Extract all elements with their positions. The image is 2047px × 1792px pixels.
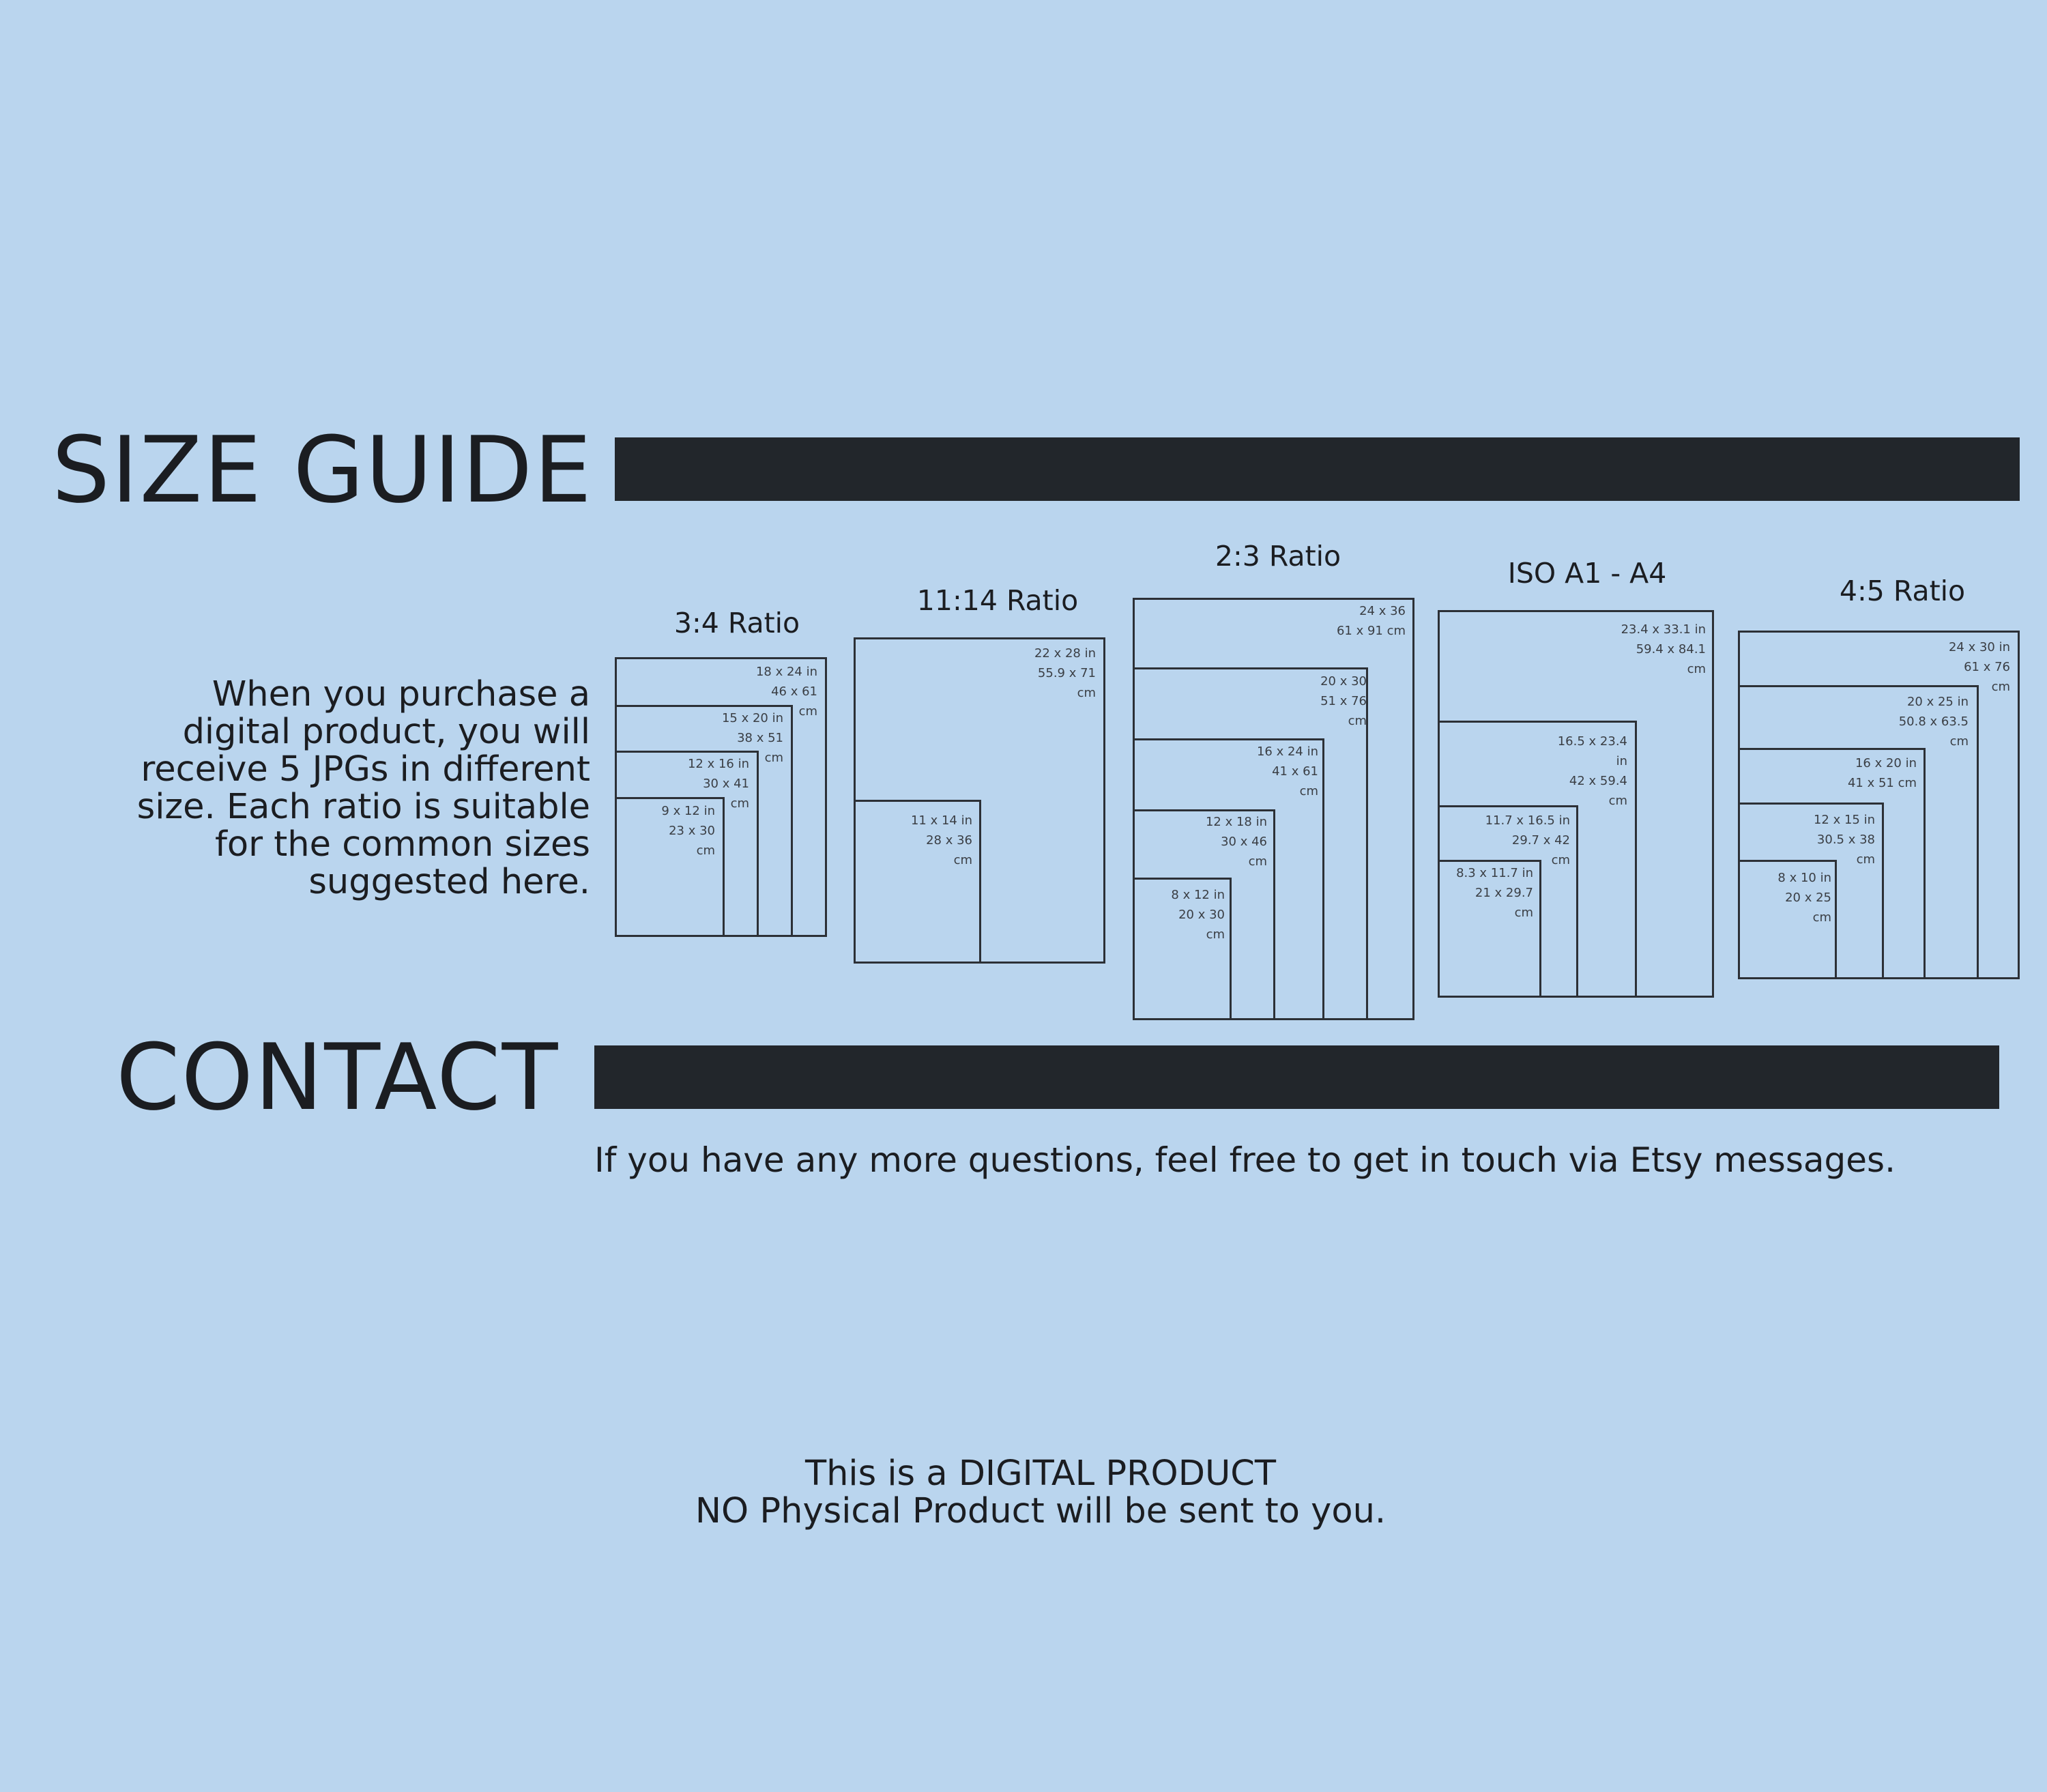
- size-cm: 51 x 76 cm: [1320, 694, 1367, 728]
- size-cm: 20 x 25 cm: [1785, 891, 1831, 925]
- size-cm: 41 x 51 cm: [1847, 776, 1917, 790]
- size-label: [1569, 620, 1706, 679]
- size-label: [1134, 885, 1225, 944]
- size-cm: 28 x 36 cm: [926, 833, 972, 867]
- ratio-title: 2:3 Ratio: [1215, 540, 1341, 573]
- size-label: [618, 801, 715, 861]
- size-in: 9 x 12 in: [661, 804, 715, 818]
- size-in: 22 x 28 in: [1034, 646, 1096, 661]
- contact-text: If you have any more questions, feel free to get in touch via Etsy messages.: [594, 1140, 1896, 1180]
- size-label: [1801, 753, 1917, 793]
- size-label: [1460, 811, 1570, 870]
- size-cm: 30 x 46 cm: [1221, 835, 1267, 869]
- size-cm: 55.9 x 71 cm: [1037, 666, 1096, 700]
- ratio-title: 11:14 Ratio: [916, 584, 1079, 617]
- size-guide-bar: [615, 437, 2020, 501]
- contact-bar: [594, 1045, 1999, 1109]
- size-cm: 59.4 x 84.1 cm: [1636, 642, 1706, 676]
- size-label: [1842, 692, 1969, 751]
- size-label: [867, 811, 972, 870]
- size-in: 15 x 20 in: [721, 711, 783, 725]
- size-in: 8 x 10 in: [1777, 871, 1831, 885]
- ratio-title: 3:4 Ratio: [673, 607, 800, 639]
- size-in: 12 x 16 in: [687, 757, 749, 771]
- size-cm: 23 x 30 cm: [669, 824, 715, 858]
- size-label: [1911, 637, 2010, 697]
- size-label: [1215, 742, 1318, 801]
- size-in: 20 x 25 in: [1906, 695, 1969, 709]
- size-in: 16 x 20 in: [1855, 756, 1917, 770]
- size-cm: 30 x 41 cm: [703, 777, 749, 811]
- size-label: [1515, 732, 1627, 811]
- size-label: [1747, 868, 1831, 927]
- size-label: [1269, 671, 1367, 731]
- size-cm: 20 x 30 cm: [1178, 908, 1225, 942]
- digital-notice-line-1: This is a DIGITAL PRODUCT: [804, 1454, 1277, 1494]
- size-cm: 61 x 91 cm: [1336, 624, 1406, 638]
- size-label: [1444, 863, 1533, 923]
- size-in: 12 x 18 in: [1205, 815, 1267, 829]
- size-label: [1283, 601, 1406, 641]
- size-in: 24 x 36: [1359, 604, 1406, 618]
- size-in: 11 x 14 in: [910, 813, 972, 828]
- size-in: 18 x 24 in: [755, 665, 817, 679]
- size-in: 11.7 x 16.5 in: [1485, 813, 1570, 828]
- size-cm: 29.7 x 42 cm: [1511, 833, 1570, 867]
- size-cm: 50.8 x 63.5 cm: [1898, 714, 1969, 749]
- size-guide-title: SIZE GUIDE: [52, 417, 593, 523]
- size-label: [955, 644, 1096, 703]
- digital-notice-line-2: NO Physical Product will be sent to you.: [695, 1491, 1387, 1531]
- size-cm: 38 x 51 cm: [737, 731, 783, 765]
- size-label: [1160, 812, 1267, 871]
- size-in: 24 x 30 in: [1948, 640, 2010, 654]
- ratio-title: 4:5 Ratio: [1839, 575, 1966, 607]
- digital-notice: [614, 1455, 1467, 1530]
- size-in: 12 x 15 in: [1813, 813, 1875, 827]
- size-cm: 41 x 61 cm: [1272, 764, 1318, 798]
- ratio-title: ISO A1 - A4: [1507, 557, 1667, 590]
- contact-title: CONTACT: [116, 1024, 560, 1131]
- size-cm: 21 x 29.7 cm: [1475, 886, 1533, 920]
- size-cm: 46 x 61 cm: [771, 684, 817, 719]
- intro-text: When you purchase a digital product, you will receive 5 JPGs in different size. Each ratio is suitable for the common sizes suggested here.: [136, 674, 590, 902]
- size-cm: 61 x 76 cm: [1964, 660, 2010, 694]
- size-in: 16 x 24 in: [1256, 745, 1318, 759]
- size-cm: 30.5 x 38 cm: [1816, 833, 1875, 867]
- size-label: [1774, 810, 1875, 869]
- size-cm: 42 x 59.4 cm: [1569, 774, 1627, 808]
- size-in: 20 x 30: [1320, 674, 1367, 689]
- size-in: 8.3 x 11.7 in: [1456, 866, 1533, 880]
- size-in: 16.5 x 23.4 in: [1557, 734, 1627, 768]
- size-in: 8 x 12 in: [1171, 888, 1225, 902]
- size-in: 23.4 x 33.1 in: [1621, 622, 1706, 637]
